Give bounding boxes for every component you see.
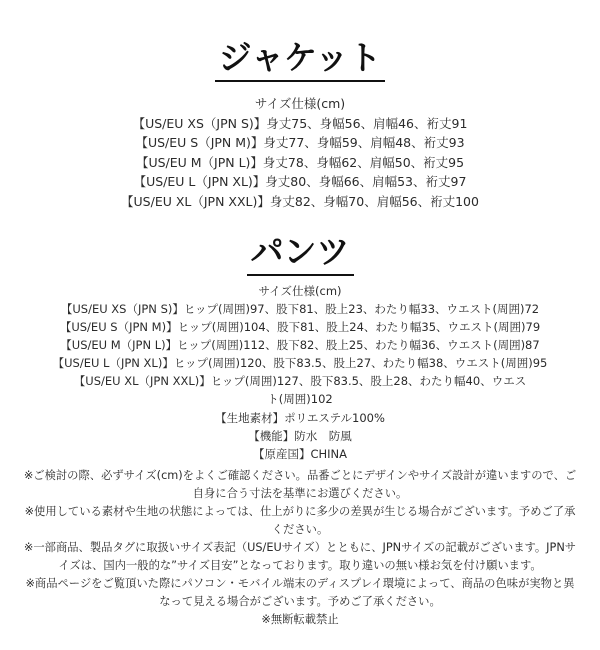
jacket-title: ジャケット [215, 38, 386, 82]
note-color-display: ※商品ページをご覧頂いた際にパソコン・モバイル端末のディスプレイ環境によって、商品の色味が実物と異なって見える場合がございます。予めご了承ください。 [25, 577, 575, 608]
pants-size-row-xl: 【US/EU XL（JPN XXL)】ヒップ(周囲)127、股下83.5、股上28、わたり幅40、ウエスト(周囲)102 [73, 374, 527, 406]
pants-size-row-s: 【US/EU S（JPN M)】ヒップ(周囲)104、股下81、股上24、わたり幅35、ウエスト(周囲)79 [59, 320, 541, 334]
function-info: 【機能】防水 防風 [248, 429, 352, 443]
notes [22, 467, 578, 629]
fabric-info: 【生地素材】ポリエステル100% [215, 411, 385, 425]
pants-title: パンツ [247, 232, 354, 276]
jacket-size-row-l: 【US/EU L（JPN XL)】身丈80、身幅66、肩幅53、裄丈97 [133, 174, 467, 190]
jacket-size-spec [0, 94, 600, 212]
pants-size-spec [0, 282, 600, 408]
pants-size-row-xs: 【US/EU XS（JPN S)】ヒップ(周囲)97、股下81、股上23、わたり幅33、ウエスト(周囲)72 [60, 302, 540, 316]
jacket-size-row-xl: 【US/EU XL（JPN XXL)】身丈82、身幅70、肩幅56、裄丈100 [121, 193, 479, 209]
note-size-tag: ※一部商品、製品タグに取扱いサイズ表記（US/EUサイズ）とともに、JPNサイズの記載がございます。JPNサイズは、国内一般的な”サイズ目安”となっております。取り違いの無い様お気を付け願います。 [23, 541, 577, 572]
material-info [0, 409, 600, 463]
origin-info: 【原産国】CHINA [252, 447, 348, 461]
note-material-variance: ※使用している素材や生地の状態によっては、仕上がりに多少の差異が生じる場合がございます。予めご了承ください。 [24, 505, 576, 536]
note-size-check: ※ご検討の際、必ずサイズ(cm)をよくご確認ください。品番ごとにデザインやサイズ設計が違いますので、ご自身に合う寸法を基準にお選びください。 [23, 469, 577, 500]
note-no-reprint: ※無断転載禁止 [261, 613, 339, 626]
pants-heading [0, 232, 600, 276]
jacket-heading [0, 38, 600, 82]
jacket-size-row-xs: 【US/EU XS（JPN S)】身丈75、身幅56、肩幅46、裄丈91 [132, 115, 468, 131]
jacket-spec-label: サイズ仕様(cm) [254, 96, 346, 111]
pants-spec-label: サイズ仕様(cm) [258, 284, 342, 298]
pants-size-row-m: 【US/EU M（JPN L)】ヒップ(周囲)112、股下82、股上25、わたり幅36、ウエスト(周囲)87 [60, 338, 540, 352]
jacket-size-row-s: 【US/EU S（JPN M)】身丈77、身幅59、肩幅48、裄丈93 [135, 135, 465, 151]
pants-size-row-l: 【US/EU L（JPN XL)】ヒップ(周囲)120、股下83.5、股上27、わたり幅38、ウエスト(周囲)95 [52, 356, 548, 370]
jacket-size-row-m: 【US/EU M（JPN L)】身丈78、身幅62、肩幅50、裄丈95 [135, 154, 465, 170]
